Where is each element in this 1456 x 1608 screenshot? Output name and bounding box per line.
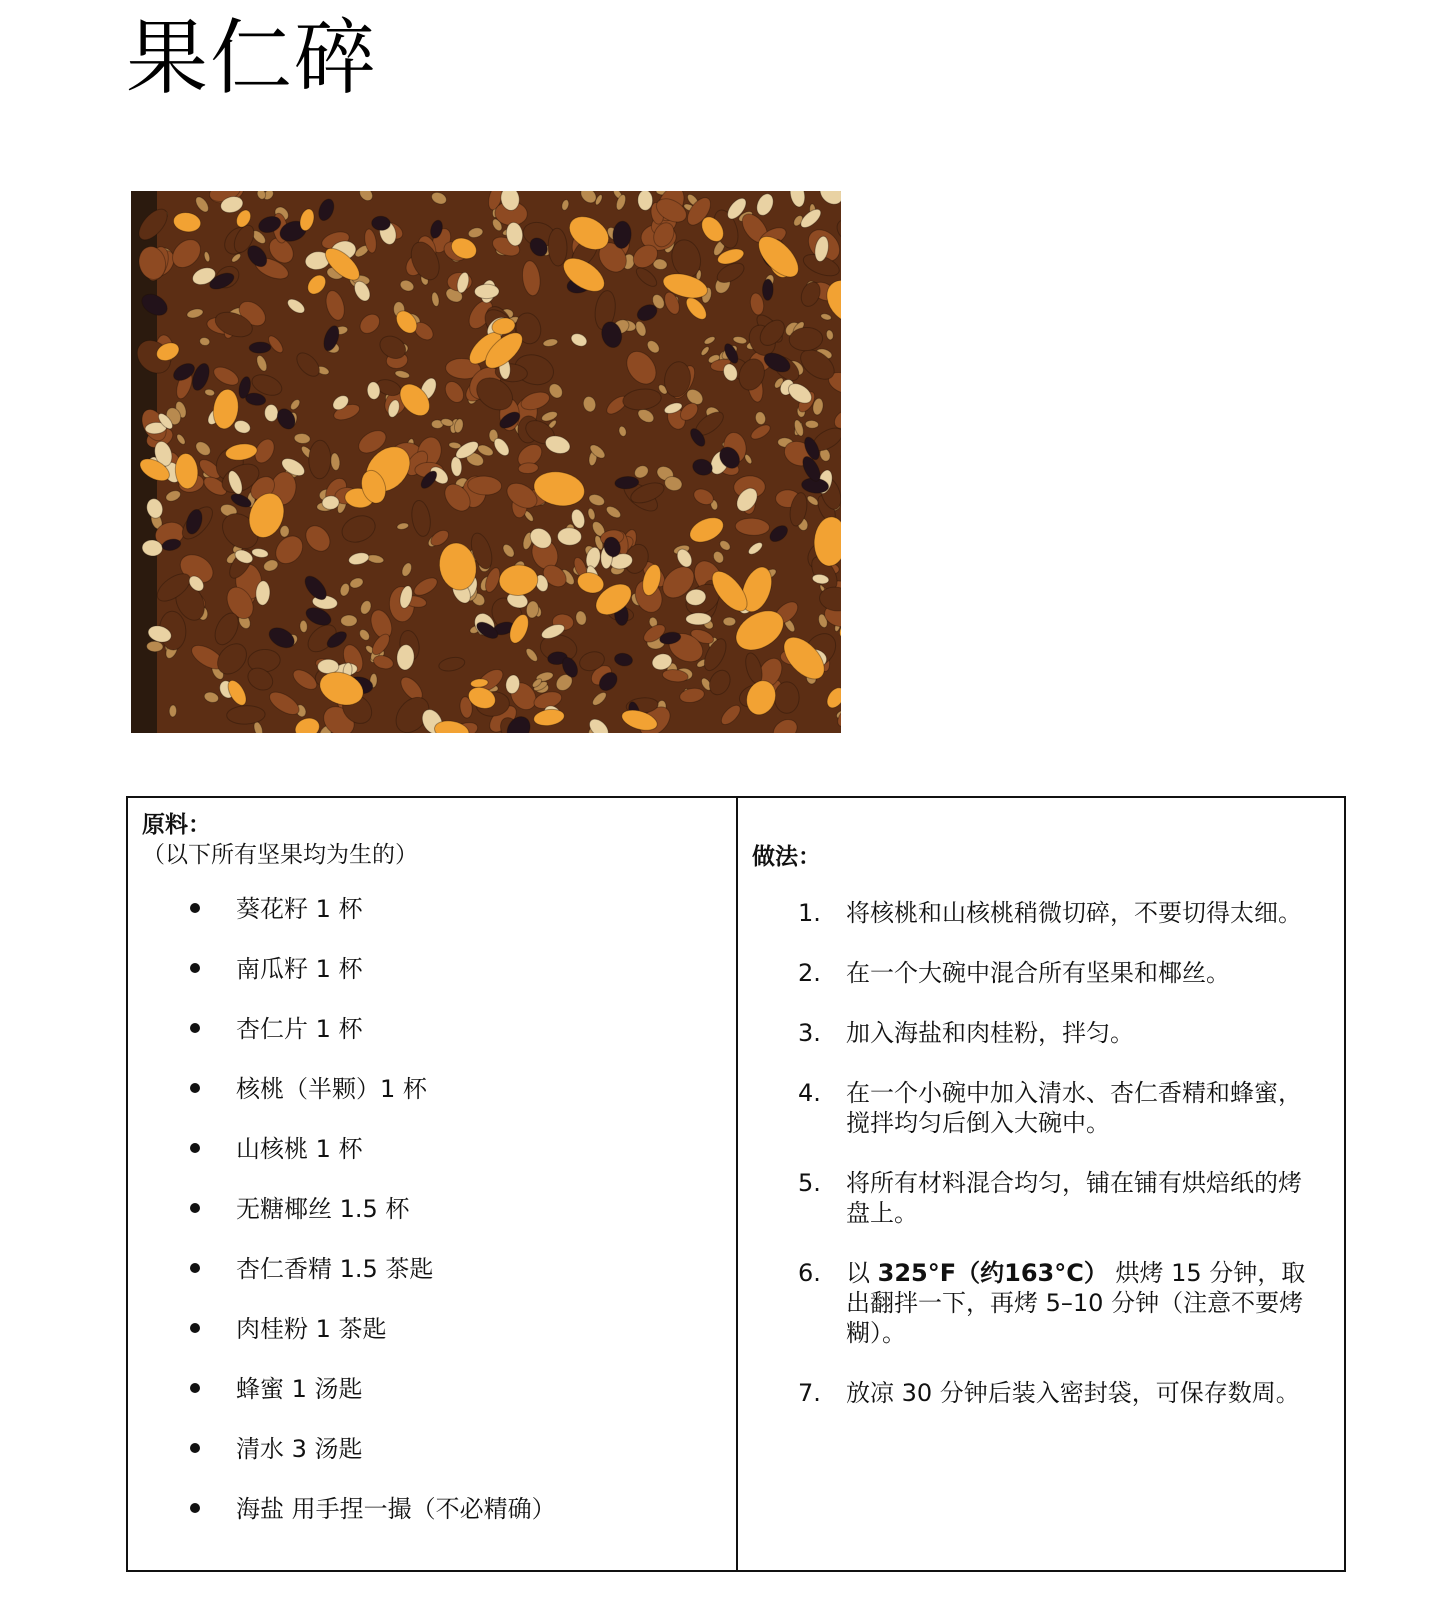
step-temperature: 325°F（约163°C） xyxy=(877,1259,1108,1287)
step-text: 烘烤 15 分钟，取出翻拌一下，再烤 5–10 分钟（注意不要烤糊）。 xyxy=(846,1259,1306,1347)
method-step xyxy=(738,958,1316,988)
ingredient-item xyxy=(128,1013,556,1073)
ingredient-item xyxy=(128,1493,556,1553)
step-number: 7. xyxy=(798,1379,821,1407)
bullet-icon xyxy=(190,1023,200,1033)
bullet-icon xyxy=(190,903,200,913)
ingredients-list xyxy=(128,893,556,1553)
step-number: 2. xyxy=(798,959,821,987)
ingredient-item xyxy=(128,1373,556,1433)
ingredient-item xyxy=(128,953,556,1013)
bullet-icon xyxy=(190,1503,200,1513)
bullet-icon xyxy=(190,1203,200,1213)
method-step xyxy=(738,1168,1316,1228)
step-text: 放凉 30 分钟后装入密封袋，可保存数周。 xyxy=(846,1379,1300,1407)
step-number: 6. xyxy=(798,1259,821,1287)
step-text: 加入海盐和肉桂粉，拌匀。 xyxy=(846,1019,1134,1047)
ingredient-item xyxy=(128,1433,556,1493)
ingredient-text: 葵花籽 1 杯 xyxy=(236,895,363,923)
recipe-title: 果仁碎 xyxy=(126,11,379,106)
ingredient-text: 无糖椰丝 1.5 杯 xyxy=(236,1195,410,1223)
step-number: 4. xyxy=(798,1079,821,1107)
ingredient-text: 肉桂粉 1 茶匙 xyxy=(236,1315,387,1343)
granola-photo xyxy=(131,191,841,733)
ingredient-text: 山核桃 1 杯 xyxy=(236,1135,363,1163)
ingredient-item xyxy=(128,1193,556,1253)
granola-image xyxy=(131,191,841,733)
method-step xyxy=(738,1378,1316,1408)
bullet-icon xyxy=(190,1263,200,1273)
step-text: 将核桃和山核桃稍微切碎，不要切得太细。 xyxy=(846,899,1302,927)
step-text-prefix: 以 xyxy=(846,1259,878,1287)
ingredient-item xyxy=(128,1253,556,1313)
ingredient-text: 蜂蜜 1 汤匙 xyxy=(236,1375,363,1403)
step-text: 在一个大碗中混合所有坚果和椰丝。 xyxy=(846,959,1230,987)
ingredient-text: 杏仁片 1 杯 xyxy=(236,1015,363,1043)
recipe-table xyxy=(126,796,1346,1572)
ingredient-text: 核桃（半颗）1 杯 xyxy=(236,1075,427,1103)
ingredient-text: 杏仁香精 1.5 茶匙 xyxy=(236,1255,434,1283)
ingredient-text: 清水 3 汤匙 xyxy=(236,1435,363,1463)
method-column xyxy=(738,798,1344,1570)
bullet-icon xyxy=(190,1383,200,1393)
ingredient-item xyxy=(128,893,556,953)
method-step xyxy=(738,1258,1316,1348)
ingredient-item xyxy=(128,1073,556,1133)
ingredient-text: 南瓜籽 1 杯 xyxy=(236,955,363,983)
method-step xyxy=(738,1018,1316,1048)
method-steps xyxy=(738,898,1328,1438)
step-number: 5. xyxy=(798,1169,821,1197)
method-step xyxy=(738,898,1316,928)
step-text: 将所有材料混合均匀，铺在铺有烘焙纸的烤盘上。 xyxy=(846,1169,1302,1227)
ingredient-item xyxy=(128,1313,556,1373)
bullet-icon xyxy=(190,963,200,973)
method-heading: 做法： xyxy=(752,844,821,870)
method-step xyxy=(738,1078,1316,1138)
ingredients-heading: 原料： xyxy=(142,812,211,838)
ingredients-note: （以下所有坚果均为生的） xyxy=(142,842,418,868)
ingredient-item xyxy=(128,1133,556,1193)
ingredient-text: 海盐 用手捏一撮（不必精确） xyxy=(236,1495,556,1523)
bullet-icon xyxy=(190,1323,200,1333)
step-text: 在一个小碗中加入清水、杏仁香精和蜂蜜，搅拌均匀后倒入大碗中。 xyxy=(846,1079,1302,1137)
step-number: 1. xyxy=(798,899,821,927)
step-number: 3. xyxy=(798,1019,821,1047)
bullet-icon xyxy=(190,1083,200,1093)
bullet-icon xyxy=(190,1443,200,1453)
ingredients-column xyxy=(128,798,738,1570)
bullet-icon xyxy=(190,1143,200,1153)
